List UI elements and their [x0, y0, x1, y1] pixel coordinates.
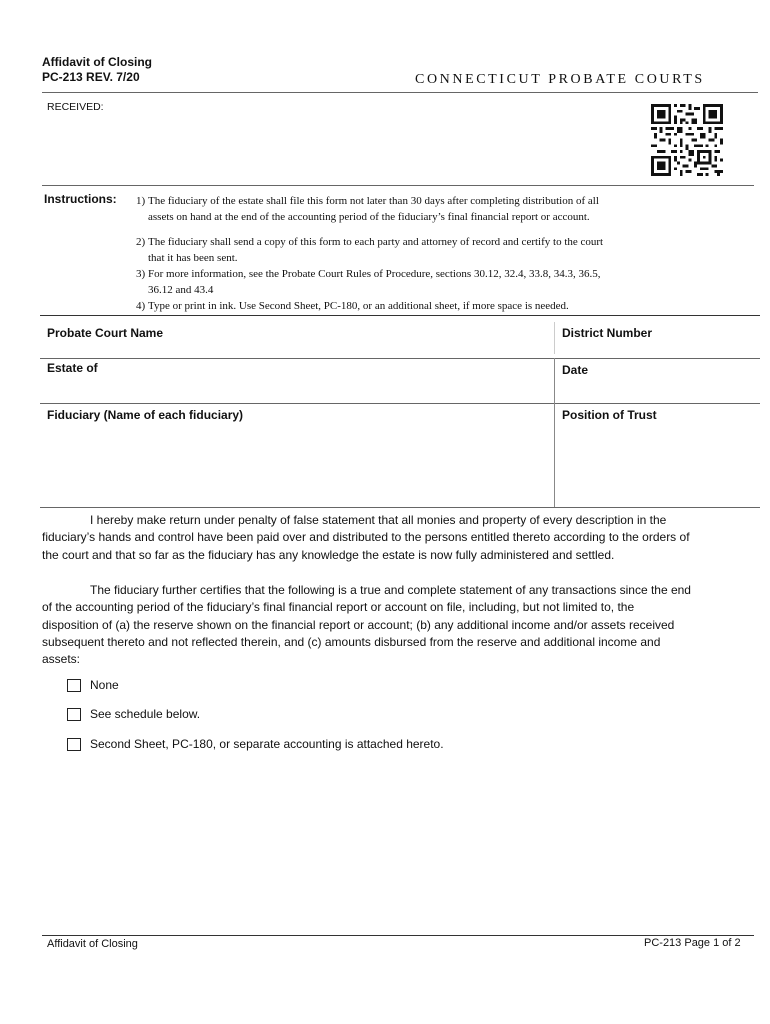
fiduciary-label: Fiduciary (Name of each fiduciary)	[47, 408, 244, 422]
received-label: RECEIVED:	[47, 101, 104, 113]
form-title: Affidavit of Closing	[42, 55, 152, 69]
instructions-label: Instructions:	[44, 192, 117, 206]
position-of-trust-label: Position of Trust	[562, 408, 657, 422]
option-see-schedule-label: See schedule below.	[90, 707, 201, 721]
fiduciary-separator	[554, 403, 555, 508]
footer-page-number: PC-213 Page 1 of 2	[644, 937, 741, 949]
checkbox-none[interactable]	[67, 679, 81, 692]
instruction-item: 3) For more information, see the Probate Court Rules of Procedure, sections 30.12, 32.4, 33.8, 34.3, 36.5, 36.12 and 43.4	[136, 268, 601, 296]
row-divider-3	[40, 507, 760, 508]
row-divider-1	[40, 358, 760, 359]
option-none-label: None	[90, 678, 119, 692]
date-label: Date	[562, 363, 589, 377]
checkbox-second-sheet[interactable]	[67, 738, 81, 751]
option-none[interactable]	[67, 678, 119, 692]
estate-separator	[554, 358, 555, 404]
received-divider	[42, 185, 754, 186]
option-second-sheet[interactable]	[67, 737, 444, 751]
court-name-separator	[554, 322, 555, 354]
certification-statement: The fiduciary further certifies that the following is a true and complete statement of any transactions since the end of the accounting period of the fiduciary’s final financial report or account on file, including, but not limited to, the disposition of (a) the reserve shown on the financial report or account; (b) any additional income and/or assets received subsequent thereto and not reflected therein, and (c) amounts disbursed from the reserve and additional income and assets:	[42, 583, 691, 667]
form-id-block	[42, 55, 152, 85]
instruction-item: 2) The fiduciary shall send a copy of this form to each party and attorney of record and certify to the court that it has been sent.	[136, 236, 604, 264]
header-divider	[42, 92, 758, 93]
option-see-schedule[interactable]	[67, 707, 200, 721]
district-number-label: District Number	[562, 326, 653, 340]
court-name: CONNECTICUT PROBATE COURTS	[415, 72, 705, 87]
estate-of-label: Estate of	[47, 361, 98, 375]
form-number: PC-213 REV. 7/20	[42, 70, 140, 84]
instruction-item: 4) Type or print in ink. Use Second Sheet, PC-180, or an additional sheet, if more space is needed.	[136, 300, 569, 312]
instruction-item: 1) The fiduciary of the estate shall file this form not later than 30 days after completing distribution of all assets on hand at the end of the accounting period of the fiduciary’s final financial report or account.	[136, 195, 599, 223]
checkbox-see-schedule[interactable]	[67, 708, 81, 721]
footer-divider	[42, 935, 754, 936]
fields-top-divider	[40, 315, 760, 316]
instructions-list	[136, 193, 726, 314]
option-second-sheet-label: Second Sheet, PC-180, or separate accounting is attached hereto.	[90, 737, 444, 751]
row-divider-2	[40, 403, 760, 404]
qr-code-icon	[651, 104, 723, 176]
affidavit-statement: I hereby make return under penalty of false statement that all monies and property of every description in the fiduciary’s hands and control have been paid over and distributed to the persons entitled thereto according to the orders of the court and that so far as the fiduciary has any knowledge the estate is now fully administered and settled.	[42, 513, 690, 562]
probate-court-name-label: Probate Court Name	[47, 326, 164, 340]
footer-form-title: Affidavit of Closing	[47, 938, 138, 950]
